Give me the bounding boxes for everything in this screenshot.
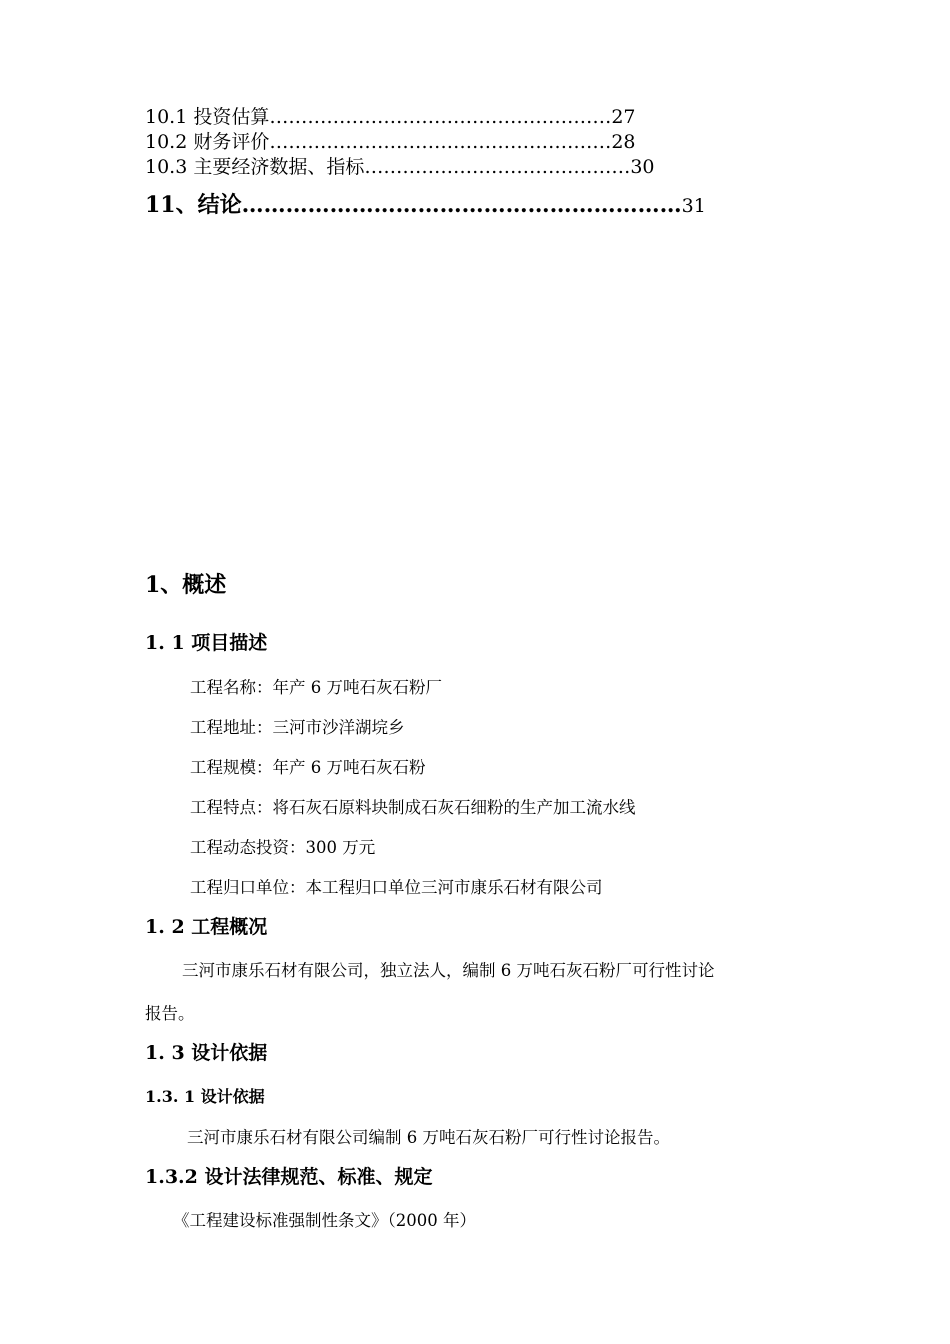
overview-para-line2: 报告。 — [145, 1004, 195, 1023]
design-basis-para: 三河市康乐石材有限公司编制 6 万吨石灰石粉厂可行性讨论报告。 — [187, 1128, 670, 1147]
section-1-2-heading: 1. 2 工程概况 — [145, 916, 268, 938]
toc-entry-11-title: 11、结论…………………………………………………… — [145, 192, 682, 218]
standards-para: 《工程建设标准强制性条文》（2000 年） — [173, 1211, 476, 1230]
toc-entry-11[interactable] — [145, 193, 706, 218]
project-owner-line: 工程归口单位：本工程归口单位三河市康乐石材有限公司 — [190, 878, 603, 897]
project-investment-line: 工程动态投资：300 万元 — [190, 838, 376, 857]
project-feature-line: 工程特点：将石灰石原料块制成石灰石细粉的生产加工流水线 — [190, 798, 636, 817]
project-name-line: 工程名称：年产 6 万吨石灰石粉厂 — [190, 678, 442, 697]
overview-para-line1: 三河市康乐石材有限公司，独立法人，编制 6 万吨石灰石粉厂可行性讨论 — [182, 961, 715, 980]
section-1-1-heading: 1. 1 项目描述 — [145, 632, 268, 654]
toc-entry-11-page: 31 — [681, 195, 706, 217]
toc-entry-10-1[interactable]: 10.1 投资估算………………………………………………27 — [145, 106, 636, 128]
project-scale-line: 工程规模：年产 6 万吨石灰石粉 — [190, 758, 426, 777]
toc-entry-10-2[interactable]: 10.2 财务评价………………………………………………28 — [145, 131, 636, 153]
project-address-line: 工程地址：三河市沙洋湖垸乡 — [190, 718, 405, 737]
toc-entry-10-3[interactable]: 10.3 主要经济数据、指标……………………………………30 — [145, 156, 655, 178]
section-1-3-1-heading: 1.3. 1 设计依据 — [145, 1087, 265, 1106]
section-1-heading: 1、概述 — [145, 572, 227, 598]
section-1-3-2-heading: 1.3.2 设计法律规范、标准、规定 — [145, 1166, 433, 1188]
section-1-3-heading: 1. 3 设计依据 — [145, 1042, 268, 1064]
